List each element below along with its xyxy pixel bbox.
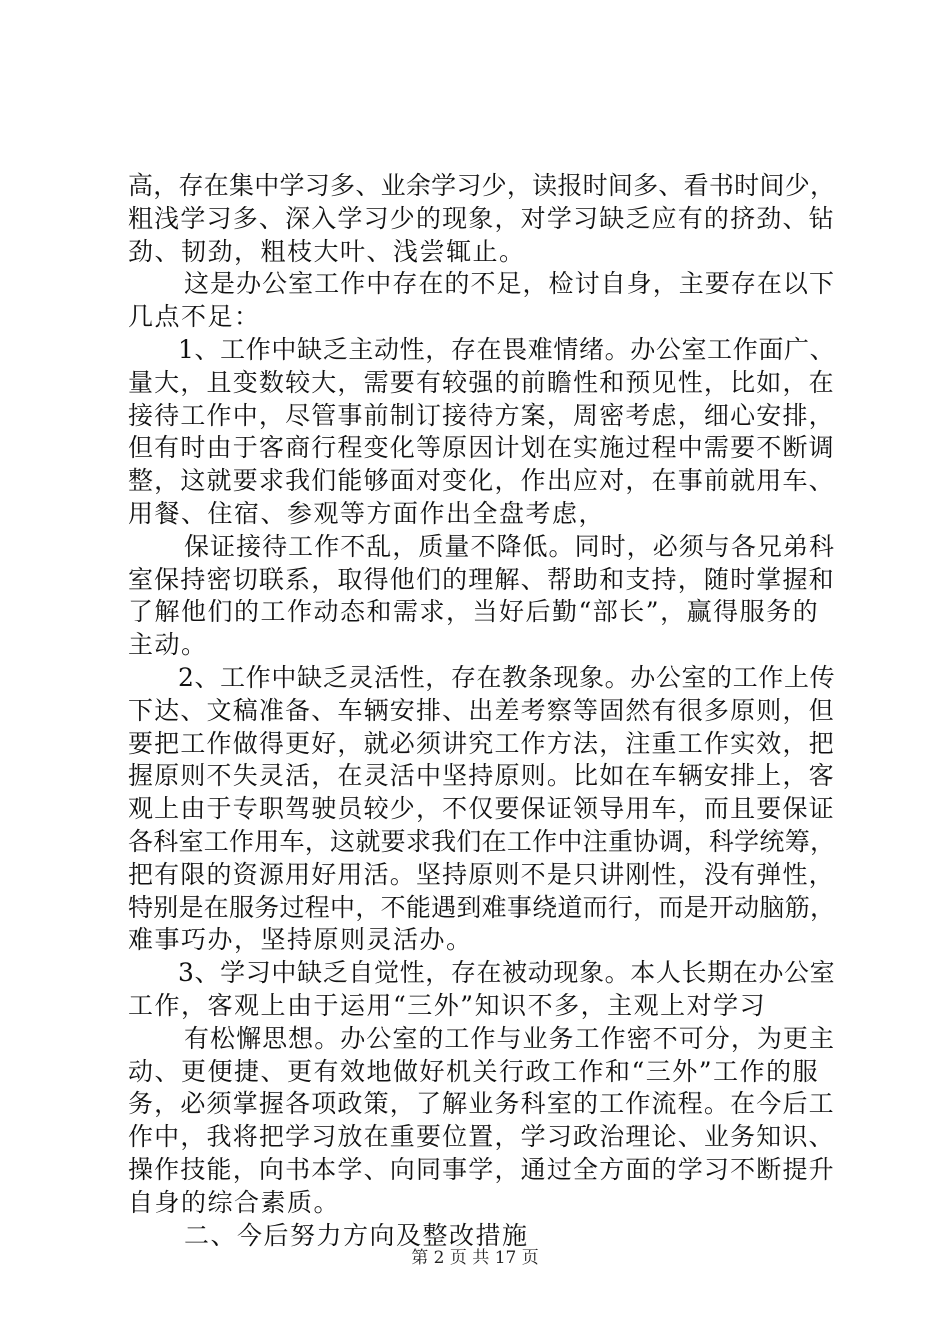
text-line: 这是办公室工作中存在的不足，检讨自身，主要存在以下: [184, 269, 836, 299]
text-line: 劲、韧劲，粗枝大叶、浅尝辄止。: [128, 236, 526, 266]
text-line: 整，这就要求我们能够面对变化，作出应对，在事前就用车、: [128, 466, 835, 496]
text-line: 工作，客观上由于运用“三外”知识不多，主观上对学习: [128, 990, 767, 1020]
text-line: 粗浅学习多、深入学习少的现象，对学习缺乏应有的挤劲、钻: [128, 203, 835, 233]
text-line: 有松懈思想。办公室的工作与业务工作密不可分，为更主: [184, 1023, 836, 1053]
text-line: 握原则不失灵活，在灵活中坚持原则。比如在车辆安排上，客: [128, 761, 835, 791]
text-line: 2、工作中缺乏灵活性，存在教条现象。办公室的工作上传: [178, 662, 836, 692]
text-line: 各科室工作用车，这就要求我们在工作中注重协调，科学统筹，: [128, 826, 836, 856]
text-line: 动、更便捷、更有效地做好机关行政工作和“三外”工作的服: [128, 1056, 820, 1086]
text-line: 主动。: [128, 630, 208, 660]
text-line: 观上由于专职驾驶员较少，不仅要保证领导用车，而且要保证: [128, 794, 835, 824]
text-line: 用餐、住宿、参观等方面作出全盘考虑，: [128, 498, 606, 528]
text-line: 要把工作做得更好，就必须讲究工作方法，注重工作实效，把: [128, 728, 835, 758]
text-line: 但有时由于客商行程变化等原因计划在实施过程中需要不断调: [128, 433, 835, 463]
text-line: 高，存在集中学习多、业余学习少，读报时间多、看书时间少，: [128, 171, 836, 200]
text-line: 室保持密切联系，取得他们的理解、帮助和支持，随时掌握和: [128, 564, 835, 594]
text-line: 操作技能，向书本学、向同事学，通过全方面的学习不断提升: [128, 1154, 835, 1184]
page-footer: 第 2 页 共 17 页: [411, 1248, 539, 1268]
text-line: 难事巧办，坚持原则灵活办。: [128, 925, 473, 955]
text-line: 量大，且变数较大，需要有较强的前瞻性和预见性，比如，在: [128, 367, 835, 397]
text-line: 了解他们的工作动态和需求，当好后勤“部长”，赢得服务的: [128, 597, 820, 627]
text-line: 作中，我将把学习放在重要位置，学习政治理论、业务知识、: [128, 1122, 835, 1152]
text-line: 接待工作中，尽管事前制订接待方案，周密考虑，细心安排，: [128, 400, 835, 430]
text-line: 特别是在服务过程中，不能遇到难事绕道而行，而是开动脑筋，: [128, 892, 836, 922]
text-line: 1、工作中缺乏主动性，存在畏难情绪。办公室工作面广、: [178, 334, 836, 364]
text-line: 几点不足：: [128, 302, 261, 332]
text-line: 务，必须掌握各项政策，了解业务科室的工作流程。在今后工: [128, 1089, 835, 1119]
text-line: 3、学习中缺乏自觉性，存在被动现象。本人长期在办公室: [178, 958, 836, 988]
text-line: 二、今后努力方向及整改措施: [184, 1220, 529, 1250]
text-line: 保证接待工作不乱，质量不降低。同时，必须与各兄弟科: [184, 531, 836, 561]
text-line: 下达、文稿准备、车辆安排、出差考察等固然有很多原则，但: [128, 695, 835, 725]
text-line: 自身的综合素质。: [128, 1187, 341, 1217]
body-text: [128, 170, 838, 1252]
text-line: 把有限的资源用好用活。坚持原则不是只讲刚性，没有弹性，: [128, 859, 835, 889]
